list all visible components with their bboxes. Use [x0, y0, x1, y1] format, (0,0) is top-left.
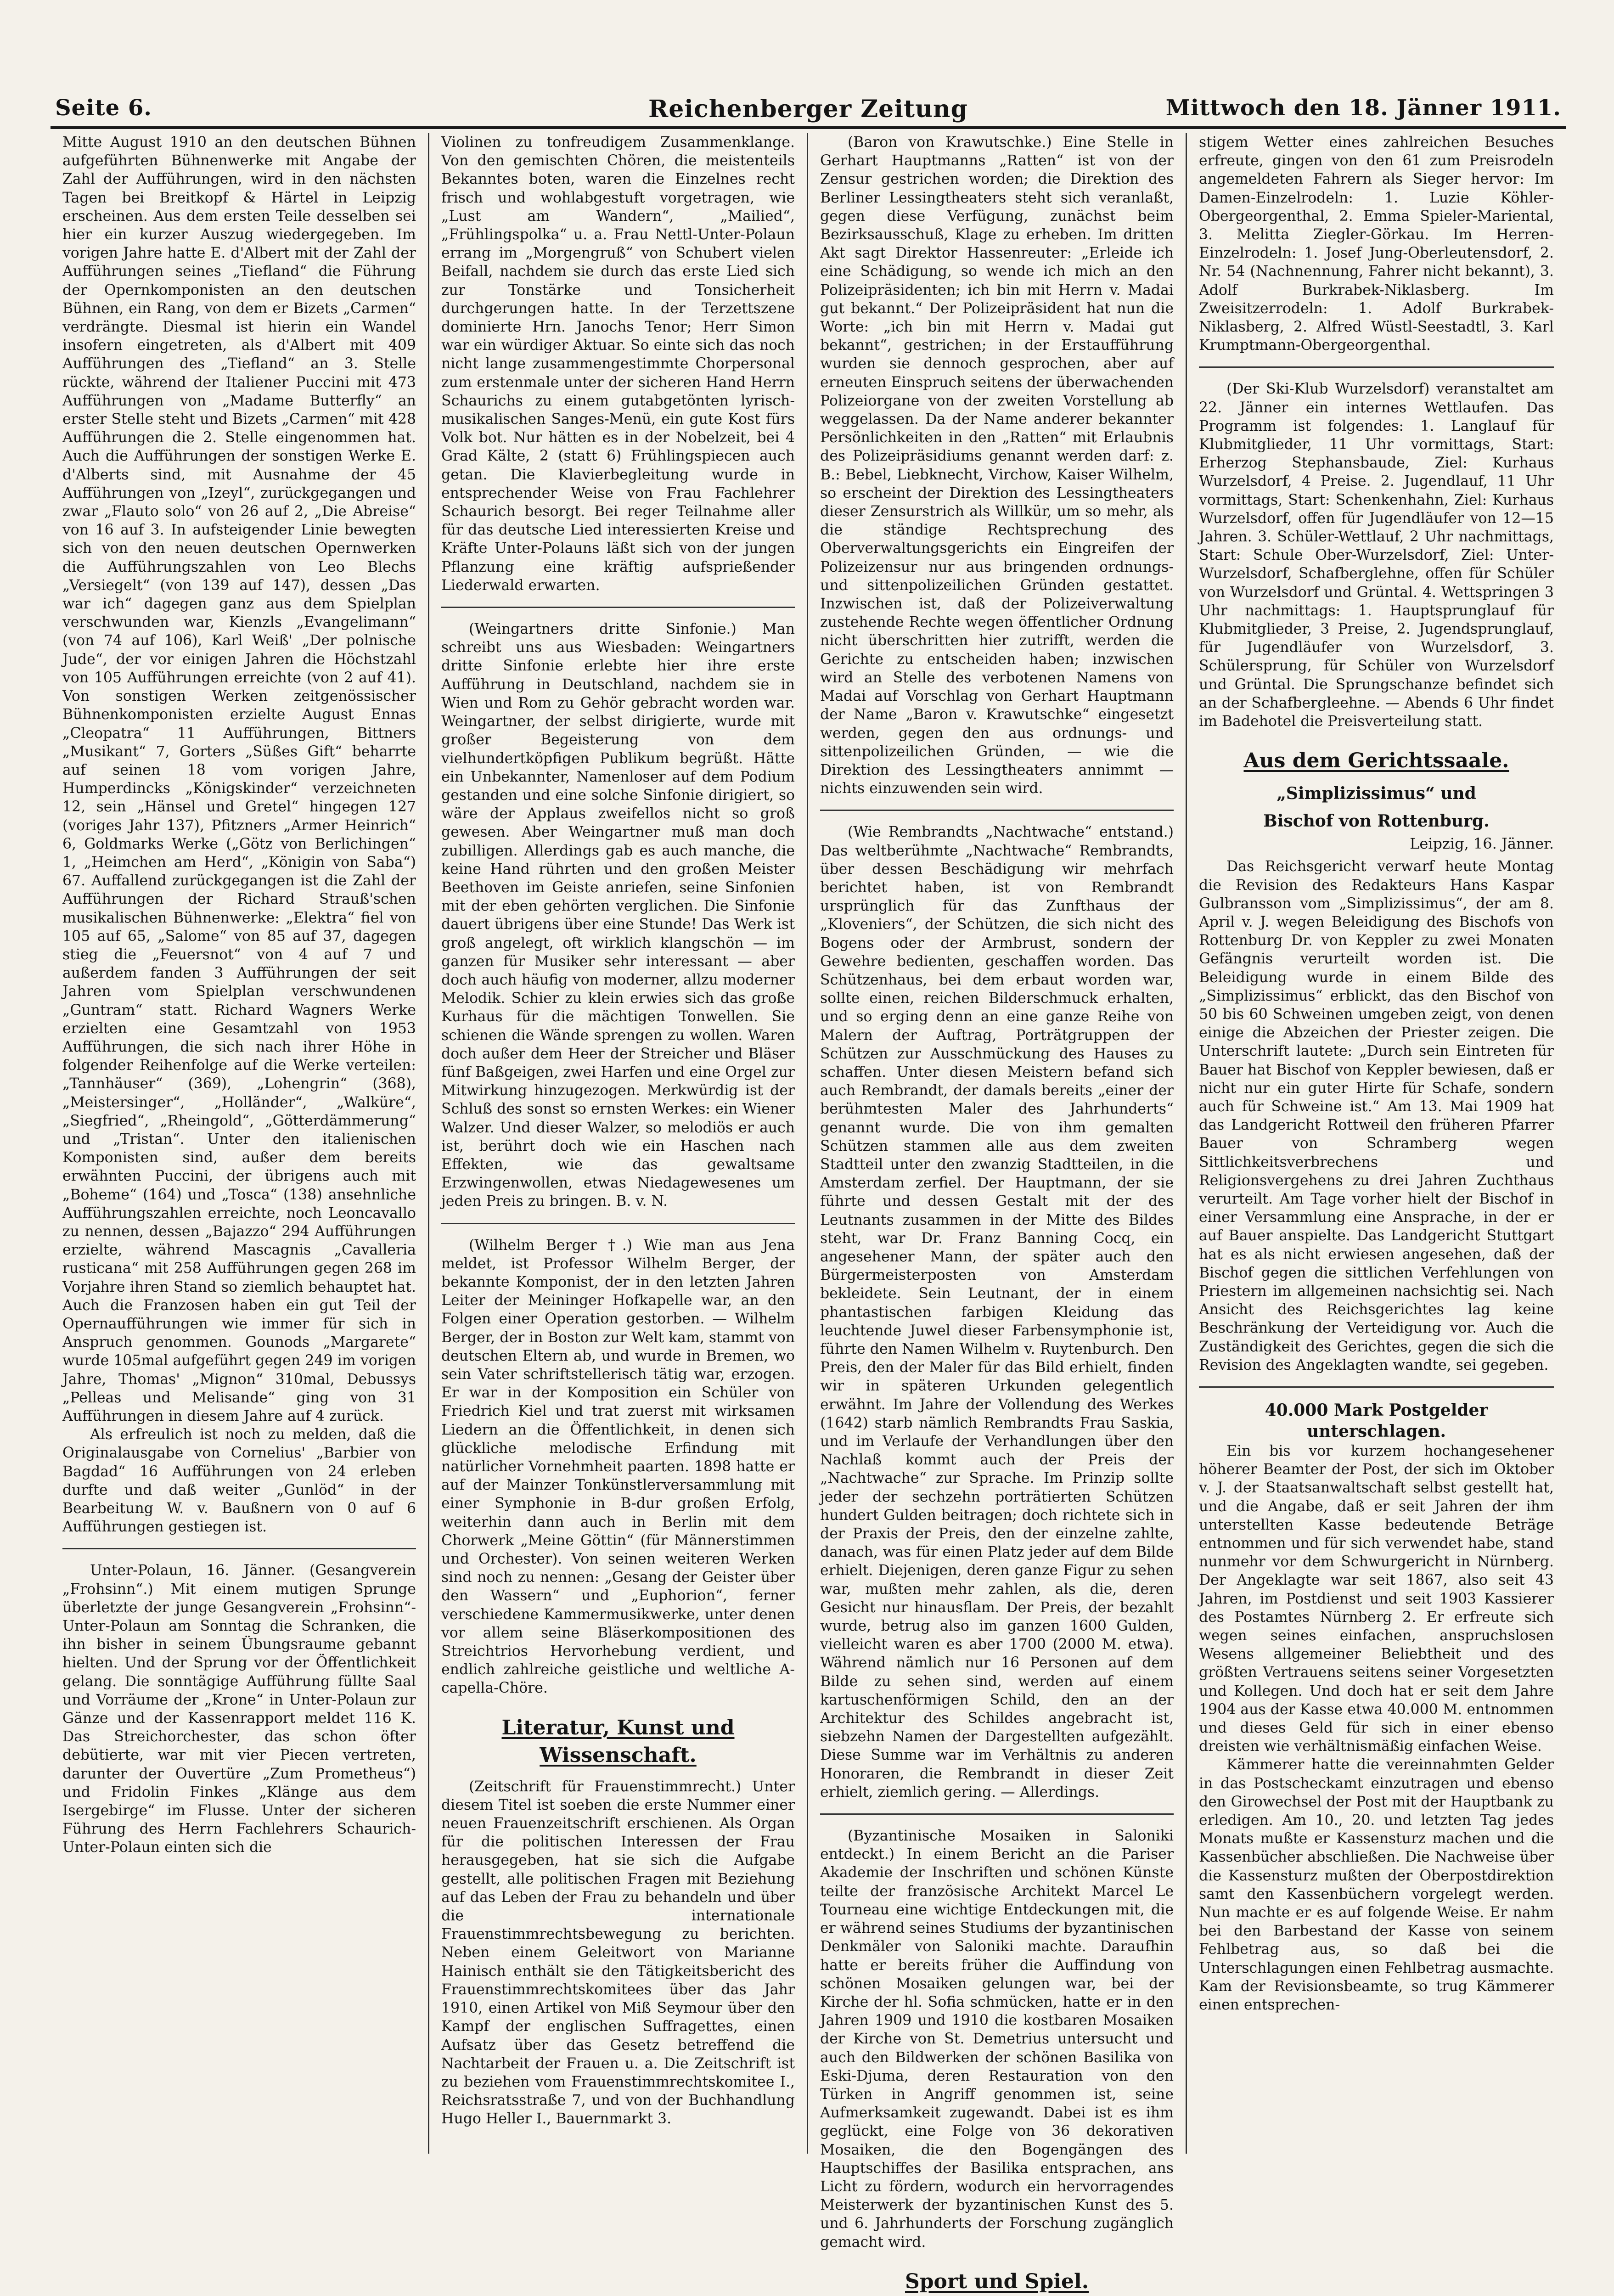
article-frauenstimmrecht: (Zeitschrift für Frauenstimmrecht.) Unter diesem Titel ist soeben die erste Nummer einer neuen Frauenzeitschrift erschienen. Als Organ für die politischen Interessen der Frau herausgegeben, hat sie sich die Aufgabe gestellt, alle politischen Fragen mit Beziehung auf das Leben der Frau zu behandeln und über die internationale Frauenstimmrechtsbewegung zu berichten. Neben einem Geleitwort von Marianne Hainisch enthält sie den Tätigkeitsbericht des Frauenstimmrechtskomitees über das Jahr 1910, einen Artikel von Miß Seymour über den Kampf der englischen Suffragettes, einen Aufsatz über das Gesetz betreffend die Nachtarbeit der Frauen u. a. Die Zeitschrift ist zu beziehen vom Frauenstimmrechtskomitee I., Reichsratsstraße 7, und von der Buchhandlung Hugo Heller I., Bauernmarkt 3. [441, 1778, 795, 2127]
page-header [51, 90, 1566, 129]
newspaper-title: Reichenberger Zeitung [648, 95, 968, 123]
section-heading-gerichtssaal: Aus dem Gerichtssaale. [1243, 749, 1509, 773]
dateline: Leipzig, 16. Jänner. [1410, 835, 1554, 853]
column-4 [1187, 133, 1566, 2154]
issue-date: Mittwoch den 18. Jänner 1911. [1165, 95, 1561, 121]
article-krawutschke: (Baron von Krawutschke.) Eine Stelle in Gerhart Hauptmanns „Ratten“ ist von der Zensur gestrichen worden; die Direktion des Berliner Lessingtheaters steht sich veranlaßt, gegen diese Verfügung, zunächst beim Bezirksausschuß, Klage zu erheben. Im dritten Akt sagt Direktor Hassenreuter: „Erleide ich eine Schädigung, so wende ich mich an den Polizeipräsidenten; ich bin mit Herrn v. Madai gut bekannt.“ Der Polizeipräsident hat nun die Worte: „ich bin mit Herrn v. Madai gut bekannt“, gestrichen; in der Erstaufführung wurden sie dennoch gesprochen, aber auf erneuten Einspruch seitens der überwachenden Polizeiorgane von der zweiten Vorstellung ab weggelassen. Da der Name anderer bekannter Persönlichkeiten in den „Ratten“ mit Erlaubnis des Polizeipräsidiums genannt werden darf: z. B.: Bebel, Liebknecht, Virchow, Kaiser Wilhelm, so erscheint der Direktion des Lessingtheaters dieser Zensurstrich als Willkür, um so mehr, als die ständige Rechtsprechung des Oberverwaltungsgerichts ein Eingreifen der Polizeizensur nur aus bringenden ordnungs- und sittenpolizeilichen Gründen gestattet. Inzwischen ist, daß der Polizeiverwaltung zustehende Rechte wegen öffentlicher Ordnung nicht überschritten hier zutrifft, werden die Gerichte zu entscheiden haben; inzwischen wird an Stelle des verbotenen Namens von Madai auf Vorschlag von Gerhart Hauptmann der Name „Baron v. Krawutschke“ eingesetzt werden, gegen den aus ordnungs- und sittenpolizeilichen Gründen, — wie die Direktion des Lessingtheaters annimmt — nichts einzuwenden sein wird. [820, 134, 1174, 797]
article-unter-polaun: Unter-Polaun, 16. Jänner. (Gesangverein „Frohsinn“.) Mit einem mutigen Sprunge überletzte der junge Gesangverein „Frohsinn“-Unter-Polaun am Sonntag die Schranken, die ihn bisher in seinem Übungsraume gebannt hielten. Und der Sprung vor der Öffentlichkeit gelang. Die sonntägige Aufführung füllte Saal und Vorräume der „Krone“ in Unter-Polaun zur Gänze und der Kassenrapport meldet 116 K. Das Streichorchester, das schon öfter debütierte, war mit vier Piecen vertreten, darunter der Ouvertüre „Zum Prometheus“) und Fridolin Finkes „Klänge aus dem Isergebirge“ im Flusse. Unter der sicheren Führung des Herrn Fachlehrers Schaurich-Unter-Polaun einten sich die [62, 1562, 416, 1856]
article-simplizissimus: Das Reichsgericht verwarf heute Montag die Revision des Redakteurs Hans Kaspar Gulbransson vom „Simplizissimus“, der am 8. April v. J. wegen Beleidigung des Bischofs von Rottenburg Dr. von Keppler zu zwei Monaten Gefängnis verurteilt worden ist. Die Beleidigung wurde in einem Bilde des „Simplizissimus“ erblickt, das den Bischof von 50 bis 60 Schweinen umgeben zeigt, von denen einige die Abzeichen der Priester zeigen. Die Unterschrift lautete: „Durch sein Eintreten für Bauer hat Bischof von Keppler bewiesen, daß er nicht nur ein guter Hirte für Schafe, sondern auch für Schweine ist.“ Am 13. Mai 1909 hat das Landgericht Rottweil den früheren Pfarrer Bauer von Schramberg wegen Sittlichkeitsverbrechens und Religionsvergehens zu drei Jahren Zuchthaus verurteilt. Am Tage vorher hielt der Bischof in einer Versammlung eine Ansprache, in der er auf Bauer anspielte. Das Landgericht Stuttgart hat es als nicht erwiesen angesehen, daß der Bischof gegen die sittlichen Verfehlungen von Priestern im allgemeinen nachsichtig sei. Nach Ansicht des Reichsgerichtes lag keine Beschränkung der Verteidigung vor. Auch die Zuständigkeit des Gerichtes, gegen die sich die Revision des Angeklagten wandte, sei gegeben. [1199, 858, 1554, 1373]
section-heading-literatur: Literatur, Kunst und Wissenschaft. [501, 1716, 735, 1767]
article-wilhelm-berger: (Wilhelm Berger †.) Wie man aus Jena meldet, ist Professor Wilhelm Berger, der bekannte Komponist, der in den letzten Jahren Leiter der Meininger Hofkapelle war, an den Folgen einer Operation gestorben. — Wilhelm Berger, der in Boston zur Welt kam, stammt von deutschen Eltern ab, und wurde in Bremen, wo sein Vater schriftstellerisch tätig war, erzogen. Er war in der Komposition ein Schüler von Friedrich Kiel und trat zuerst mit wirksamen Liedern an die Öffentlichkeit, in denen sich glückliche melodische Erfindung mit natürlicher Vornehmheit paarten. 1898 hatte er auf der Mainzer Tonkünstlerversammlung mit einer Symphonie in B-dur großen Erfolg, weiterhin dann auch in Berlin mit dem Chorwerk „Meine Göttin“ (für Männerstimmen und Orchester). Von seinen weiteren Werken sind noch zu nennen: „Gesang der Geister über den Wassern“ und „Euphorion“, ferner verschiedene Kammermusikwerke, unter denen vor allem seine Bläserkompositionen des Streichtrios Hervorhebung verdient, und endlich zahlreiche geistliche und weltliche A-capella-Chöre. [441, 1237, 795, 1697]
article-postgelder: Ein bis vor kurzem hochangesehener höherer Beamter der Post, der sich im Oktober v. J. der Staatsanwaltschaft selbst gestellt hat, und die Angabe, daß er seit Jahren der ihm unterstellten Kasse bedeutende Beträge entnommen und für sich verwendet habe, stand nunmehr vor dem Schwurgericht in Nürnberg. Der Angeklagte war seit 1867, also seit 43 Jahren, im Postdienst und seit 1903 Kassierer des Postamtes Nürnberg 2. Er erfreute sich wegen seines einfachen, anspruchslosen Wesens allgemeiner Beliebtheit und des größten Vertrauens seitens seiner Vorgesetzten und Kollegen. Und doch hat er seit dem Jahre 1904 aus der Kasse etwa 40.000 M. entnommen und dieses Geld für sich in einer ebenso dreisten wie verhältnismäßig einfachen Weise. [1199, 1442, 1554, 1755]
divider [820, 810, 1174, 811]
article-saloniki: (Byzantinische Mosaiken in Saloniki entdeckt.) In einem Bericht an die Pariser Akademie der Inschriften und schönen Künste teilte der französische Architekt Marcel Le Tourneau eine wichtige Entdeckungen mit, die er während seines Studiums der byzantinischen Denkmäler von Saloniki machte. Daraufhin hatte er bereits früher die Auffindung von schönen Mosaiken gelungen war, bei der Kirche der hl. Sofia schmücken, hatte er in den Jahren 1909 und 1910 die kostbaren Mosaiken der Kirche von St. Demetrius untersucht und auch den Bildwerken der schönen Basilika von Eski-Djuma, deren Restauration von den Türken in Angriff genommen ist, seine Aufmerksamkeit zugewandt. Dabei ist es ihm geglückt, eine Folge von 36 dekorativen Mosaiken, die den Bogengängen des Hauptschiffes der Basilika entsprachen, ans Licht zu fördern, wodurch ein hervorragendes Meisterwerk der byzantinischen Kunst des 5. und 6. Jahrhunderts der Forschung zugänglich gemacht wird. [820, 1828, 1174, 2251]
divider [820, 1813, 1174, 1815]
article-headline-line1: „Simplizissimus“ und [1277, 784, 1476, 804]
article-opera-statistics: Mitte August 1910 an den deutschen Bühnen aufgeführten Bühnenwerke mit Angabe der Zahl der Aufführungen, wird in den nächsten Tagen bei Breitkopf & Härtel in Leipzig erscheinen. Aus dem ersten Teile desselben sei hier ein kurzer Auszug wiedergegeben. Im vorigen Jahre hatte E. d'Albert mit der Zahl der Aufführungen seines „Tiefland“ die Führung der Opernkomponisten an den deutschen Bühnen, ein Rang, von dem er Bizets „Carmen“ verdrängte. Diesmal ist hierin ein Wandel insofern eingetreten, als d'Albert mit 409 Aufführungen des „Tiefland“ an 3. Stelle rückte, während der Italiener Puccini mit 473 Aufführungen von „Madame Butterfly“ an erster Stelle steht und Bizets „Carmen“ mit 428 Aufführungen die 2. Stelle eingenommen hat. Auch die Aufführungen der sonstigen Werke E. d'Alberts sind, mit Ausnahme der 45 Aufführungen von „Izeyl“, zurückgegangen und zwar „Flauto solo“ von 26 auf 2, „Die Abreise“ von 16 auf 3. In aufsteigender Linie bewegten sich von den neuen deutschen Opernwerken die Aufführungszahlen von Leo Blechs „Versiegelt“ (von 139 auf 147), dessen „Das war ich“ dagegen ganz aus dem Spielplan verschwunden war, Kienzls „Evangelimann“ (von 74 auf 106), Karl Weiß' „Der polnische Jude“, der vor einigen Jahren die Höchstzahl von 105 Aufführungen erreichte (von 2 auf 41). Von sonstigen Werken zeitgenössischer Bühnenkomponisten erzielte August Ennas „Cleopatra“ 11 Aufführungen, Bittners „Musikant“ 7, Gorters „Süßes Gift“ beharrte auf seinen 18 vom vorigen Jahre, Humperdincks „Königskinder“ verzeichneten 12, sein „Hänsel und Gretel“ hingegen 127 (voriges Jahr 137), Pfitzners „Armer Heinrich“ 6, Goldmarks Werke („Götz von Berlichingen“ 1, „Heimchen am Herd“, „Königin von Saba“) 67. Auffallend zurückgegangen ist die Zahl der Aufführungen der Richard Strauß'schen musikalischen Bühnenwerke: „Elektra“ fiel von 105 auf 65, „Salome“ von 85 auf 37, dagegen stieg die „Feuersnot“ von 4 auf 7 und außerdem fanden 3 Aufführungen der seit Jahren vom Spielplan verschwundenen „Guntram“ statt. Richard Wagners Werke erzielten eine Gesamtzahl von 1953 Aufführungen, die sich nach ihrer Höhe in folgender Reihenfolge auf die Werke verteilen: „Tannhäuser“ (369), „Lohengrin“ (368), „Meistersinger“, „Holländer“, „Walküre“, „Siegfried“, „Rheingold“, „Götterdämmerung“ und „Tristan“. Unter den italienischen Komponisten sind, außer dem bereits erwähnten Puccini, der übrigens auch mit „Boheme“ (164) und „Tosca“ (138) ansehnliche Aufführungszahlen erreichte, noch Leoncavallo zu nennen, dessen „Bajazzo“ 294 Aufführungen erzielte, während Mascagnis „Cavalleria rusticana“ mit 258 Aufführungen gegen 268 im Vorjahre ihren Stand so ziemlich behauptet hat. Auch die Franzosen haben ein gut Teil der Opernaufführungen wie immer für sich in Anspruch genommen. Gounods „Margarete“ wurde 105mal aufgeführt gegen 249 im vorigen Jahre, Thomas' „Mignon“ 310mal, Debussys „Pelleas und Melisande“ ging von 31 Aufführungen in diesem Jahre auf 4 zurück. [62, 134, 416, 1425]
divider [441, 607, 795, 608]
article-opera-statistics-end: Als erfreulich ist noch zu melden, daß die Originalausgabe von Cornelius' „Barbier von Bagdad“ 16 Aufführungen von 24 erleben durfte und daß weiter „Gunlöd“ in der Bearbeitung W. v. Baußnern von 0 auf 6 Aufführungen gestiegen ist. [62, 1426, 416, 1536]
column-1 [51, 133, 429, 2154]
article-postgelder-cont: Kämmerer hatte die vereinnahmten Gelder in das Postscheckamt einzutragen und ebenso den Girowechsel der Post mit der Hauptbank zu erledigen. Am 10., 20. und letzten Tag jedes Monats mußte er Kassensturz machen und die Kassenbücher abschließen. Die Nachweise über die Kassensturz mußten der Oberpostdirektion samt den Kassenbüchern vorgelegt werden. Nun machte er es auf folgende Weise. Er nahm bei den Barbestand der Kasse von seinem Fehlbetrag aus, so daß bei die Unterschlagungen einen Fehlbetrag ausmachte. Kam der Revisionsbeamte, so trug Kämmerer einen entsprechen- [1199, 1756, 1554, 2014]
divider [1199, 366, 1554, 368]
section-heading-sport: Sport und Spiel. [905, 2269, 1089, 2293]
article-unter-polaun-cont: Violinen zu tonfreudigem Zusammenklange. Von den gemischten Chören, die meistenteils Bekanntes boten, waren die Einzelnes recht frisch und wohlabgestuft vorgetragen, wie „Lust am Wandern“, „Mailied“, „Frühlingspolka“ u. a. Frau Nettl-Unter-Polaun errang im „Morgengruß“ von Schubert vielen Beifall, nachdem sie durch das erste Lied sich zur Tonstärke und Tonsicherheit durchgerungen hatte. In der Terzettszene dominierte Hrn. Janochs Tenor; Herr Simon war ein würdiger Aktuar. So einte sich das noch nicht lange zusammengestimmte Chorpersonal zum erstenmale unter der sicheren Hand Herrn Schaurichs zu einem gutabgetönten lyrisch-musikalischen Sanges-Menü, ein gute Kost fürs Volk bot. Nur hätten es in der Nobelzeit, bei 4 Grad Kälte, 2 (statt 6) Frühlingspiecen auch getan. Die Klavierbegleitung wurde in entsprechender Weise von Frau Fachlehrer Schaurich besorgt. Bei reger Teilnahme aller für das deutsche Lied interessierten Kreise und Kräfte Unter-Polauns läßt sich von der jungen Pflanzung eine kräftig aufsprießender Liederwald erwarten. [441, 134, 795, 594]
divider [62, 1548, 416, 1549]
columns [51, 133, 1566, 2293]
column-3 [808, 133, 1187, 2293]
article-headline-line2: Bischof von Rottenburg. [1263, 811, 1490, 831]
article-headline-postgelder: 40.000 Mark Postgelder unterschlagen. [1265, 1400, 1488, 1441]
page-number: Seite 6. [55, 95, 152, 121]
article-ski-klub: (Der Ski-Klub Wurzelsdorf) veranstaltet am 22. Jänner ein internes Wettlaufen. Das Programm ist folgendes: 1. Langlauf für Klubmitglieder, 11 Uhr vormittags, Start: Erherzog Stephansbaude, Ziel: Kurhaus Wurzelsdorf, 4 Preise. 2. Jugendlauf, 11 Uhr vormittags, Start: Schenkenhahn, Ziel: Kurhaus Wurzelsdorf, offen für Jugendläufer von 12—15 Jahren. 3. Schüler-Wettlauf, 2 Uhr nachmittags, Start: Schule Ober-Wurzelsdorf, Ziel: Unter-Wurzelsdorf, Schafberglehne, offen für Schüler von Wurzelsdorf und Grüntal. 4. Wettspringen 3 Uhr nachmittags: 1. Hauptsprunglauf für Klubmitglieder, 3 Preise, 2. Jugendsprunglauf, für Jugendläufer von Wurzelsdorf, 3. Schülersprung, für Schüler von Wurzelsdorf und Grüntal. Die Sprungschanze befindet sich an der Schafbergleehne. — Abends 6 Uhr findet im Badehotel die Preisverteilung statt. [1199, 381, 1554, 730]
article-nachtwache: (Wie Rembrandts „Nachtwache“ entstand.) Das weltberühmte „Nachtwache“ Rembrandts, über dessen Beschädigung wir mehrfach berichtet haben, ist von Rembrandt ursprünglich für das Zunfthaus der „Kloveniers“, der Schützen, die sich nicht des Bogens oder der Armbrust, sondern der Gewehre bedienten, geschaffen worden. Das Schützenhaus, bei dem erbaut worden war, sollte einen, reichen Bilderschmuck erhalten, und so erging denn an eine ganze Reihe von Malern der Auftrag, Porträtgruppen der Schützen zur Ausschmückung des Hauses zu schaffen. Unter diesen Meistern befand sich auch Rembrandt, der damals bereits „einer der berühmtesten Maler des Jahrhunderts“ genannt wurde. Die von ihm gemalten Schützen stammen alle aus dem zweiten Stadtteil unter den zwanzig Stadtteilen, in die Amsterdam zerfiel. Der Hauptmann, der sie führte und dessen Gestalt mit der des Leutnants zusammen in der Mitte des Bildes steht, war Dr. Franz Banning Cocq, ein angesehener Mann, der später auch den Bürgermeisterposten von Amsterdam bekleidete. Sein Leutnant, der in einem phantastischen farbigen Kleidung das leuchtende Juwel dieser Farbensymphonie ist, führte den Namen Wilhelm v. Ruytenburch. Den Preis, den der Maler für das Bild erhielt, finden wir in späteren Urkunden gelegentlich erwähnt. Im Jahre der Vollendung des Werkes (1642) starb nämlich Rembrandts Frau Saskia, und im Verlaufe der Verhandlungen über den Nachlaß kommt auch der Preis der „Nachtwache“ zur Sprache. Im Prinzip sollte jeder der sechzehn porträtierten Schützen hundert Gulden beitragen; doch richtete sich in der Praxis der Preis, den der einzelne zahlte, danach, was für einen Platz jeder auf dem Bilde erhielt. Diejenigen, deren ganze Figur zu sehen war, mußten mehr zahlen, als die, deren Gesicht nur hinausflam. Der Preis, der bezahlt wurde, betrug also im ganzen 1600 Gulden, vielleicht waren es aber 1700 (2000 M. etwa). Während nämlich nur 16 Personen auf dem Bilde zu sehen sind, werden auf einem kartuschenförmigen Schild, den an der Architektur des Schildes angebracht ist, siebzehn Namen der Dargestellten aufgezählt. Diese Summe war im Verhältnis zu anderen Honoraren, die Rembrandt in dieser Zeit erhielt, ziemlich gering. — Allerdings. [820, 824, 1174, 1801]
divider [1199, 1386, 1554, 1388]
article-wintersportfest-cont: stigem Wetter eines zahlreichen Besuches erfreute, gingen von den 61 zum Preisrodeln angemeldeten Fahrern als Sieger hervor: Im Damen-Einzelrodeln: 1. Luzie Köhler-Obergeorgenthal, 2. Emma Spieler-Mariental, 3. Melitta Ziegler-Görkau. Im Herren-Einzelrodeln: 1. Josef Jung-Oberleutensdorf, 2. Nr. 54 (Nachnennung, Fahrer nicht bekannt), 3. Adolf Burkrabek-Niklasberg. Im Zweisitzerrodeln: 1. Adolf Burkrabek-Niklasberg, 2. Alfred Wüstl-Seestadtl, 3. Karl Krumptmann-Obergeorgenthal. [1199, 134, 1554, 354]
column-2 [429, 133, 808, 2154]
article-weingartner: (Weingartners dritte Sinfonie.) Man schreibt uns aus Wiesbaden: Weingartners dritte Sinfonie erlebte hier ihre erste Aufführung in Deutschland, nachdem sie in Wien und Rom zu Gehör gebracht worden war. Weingartner, der selbst dirigierte, wurde mit großer Begeisterung von dem vielhundertköpfigen Publikum begrüßt. Hätte ein Unbekannter, Namenloser auf dem Podium gestanden und eine solche Sinfonie dirigiert, so wäre der Applaus zweifellos nicht so groß gewesen. Aber Weingartner muß man doch zubilligen. Allerdings gab es auch manche, die keine Hand rührten und den großen Meister Beethoven im Geiste anriefen, seine Sinfonien mit der eben gehörten verglichen. Die Sinfonie dauert übrigens über eine Stunde! Das Werk ist groß angelegt, oft wirklich klangschön — im ganzen für Musiker sehr interessant — aber doch auch häufig von moderner, allzu moderner Melodik. Schier zu klein erwies sich das große Kurhaus für die mächtigen Tonwellen. Sie schienen die Wände sprengen zu wollen. Waren doch außer dem Heer der Streicher und Bläser fünf Baßgeigen, zwei Harfen und eine Orgel zur Mitwirkung hinzugezogen. Merkwürdig ist der Schluß des sonst so ernsten Werkes: ein Wiener Walzer. Und dieser Walzer, so melodiös er auch ist, berührt doch wie ein Haschen nach Effekten, wie das gewaltsame Erzwingenwollen, etwas Niedagewesenes um jeden Preis zu bringen. B. v. N. [441, 621, 795, 1210]
divider [441, 1223, 795, 1224]
